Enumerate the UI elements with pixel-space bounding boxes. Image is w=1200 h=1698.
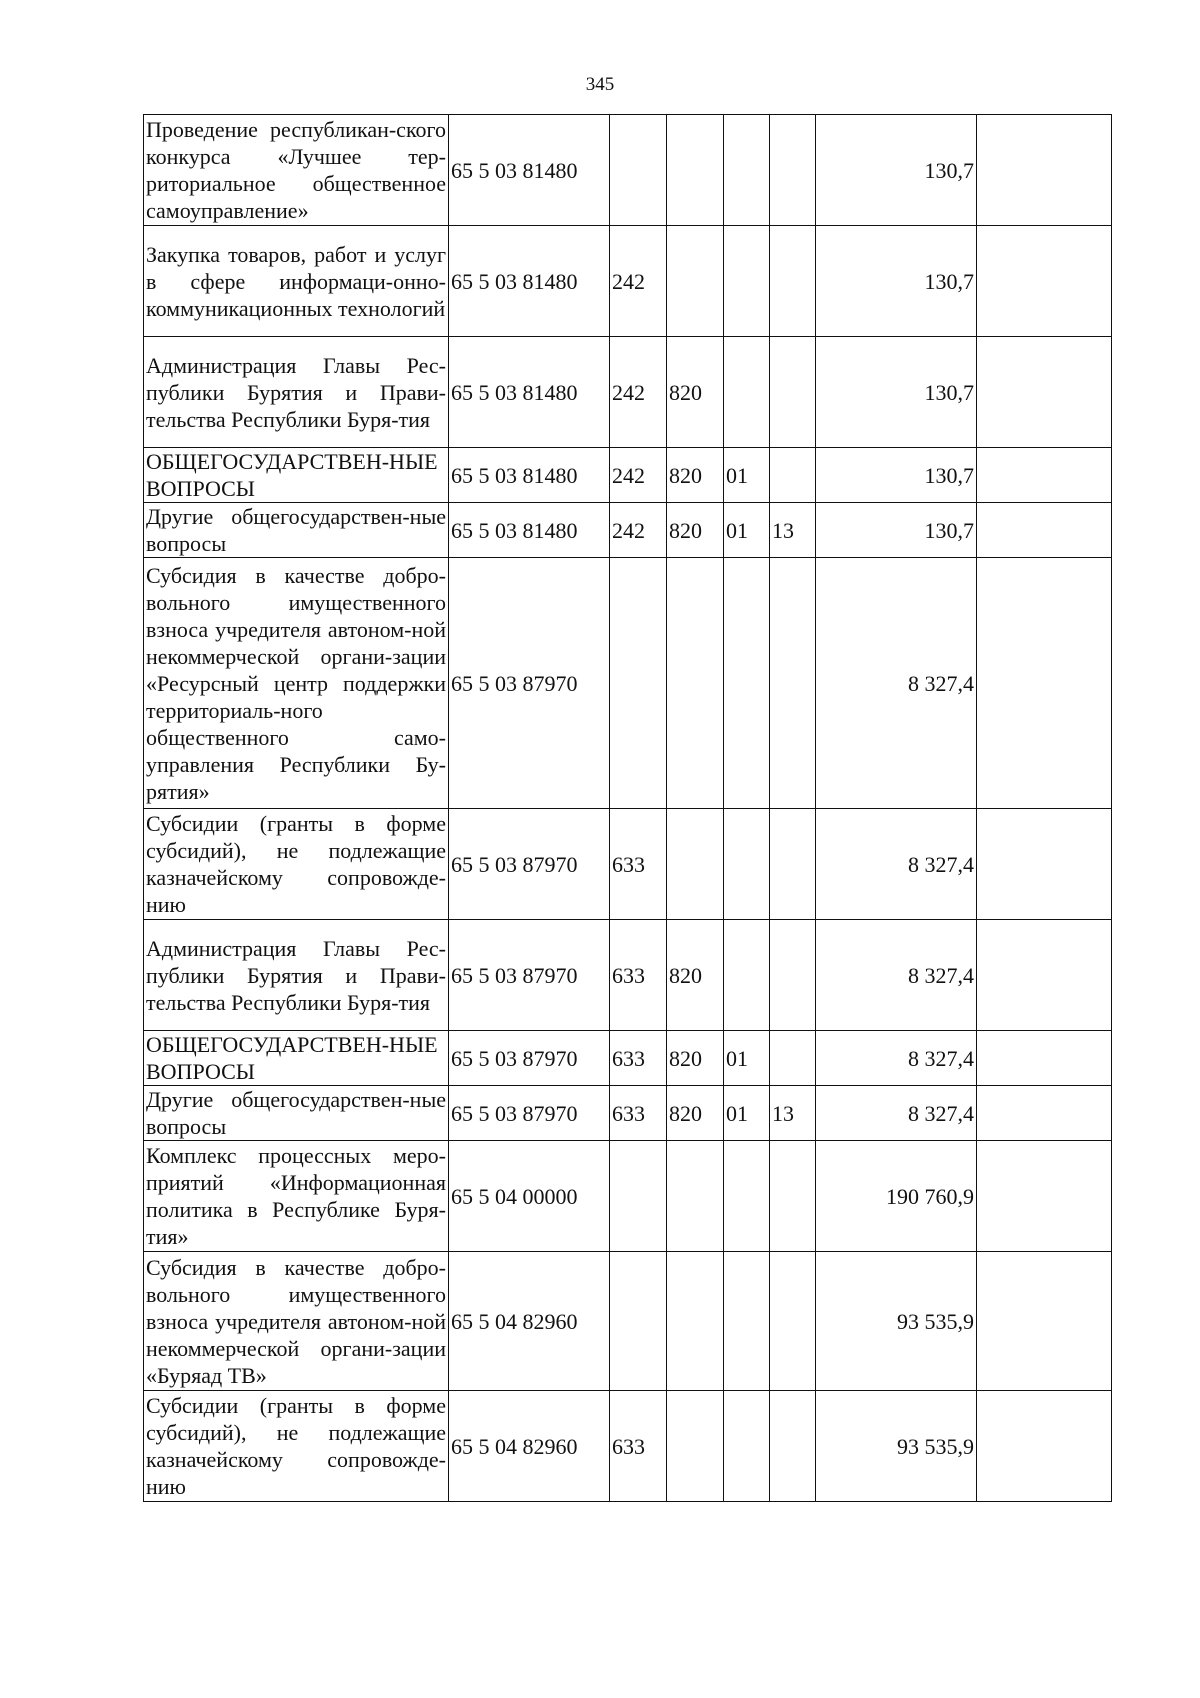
row-expense-type: 242 [610,337,667,448]
row-admin-code [667,115,724,226]
row-extra [977,920,1112,1031]
row-sum: 130,7 [816,337,977,448]
table-row [144,1252,1112,1391]
row-extra [977,1252,1112,1391]
row-subsection [770,448,816,503]
row-subsection [770,558,816,809]
row-sum: 8 327,4 [816,1086,977,1141]
row-sum: 8 327,4 [816,1031,977,1086]
row-expense-type: 242 [610,503,667,558]
row-expense-type: 633 [610,809,667,920]
row-admin-code [667,809,724,920]
row-expense-type [610,115,667,226]
row-expense-type: 242 [610,226,667,337]
row-name: Другие общегосударствен-ные вопросы [144,1086,449,1141]
row-target-code: 65 5 03 87970 [449,1086,610,1141]
table-row [144,337,1112,448]
row-subsection [770,809,816,920]
row-admin-code [667,226,724,337]
row-extra [977,1086,1112,1141]
table-row [144,920,1112,1031]
row-expense-type: 633 [610,1391,667,1502]
row-section [724,1252,770,1391]
row-expense-type: 633 [610,1086,667,1141]
row-admin-code: 820 [667,337,724,448]
row-extra [977,1031,1112,1086]
row-extra [977,448,1112,503]
row-sum: 130,7 [816,503,977,558]
row-extra [977,1391,1112,1502]
row-target-code: 65 5 03 81480 [449,337,610,448]
table-row [144,503,1112,558]
row-admin-code: 820 [667,448,724,503]
row-expense-type: 242 [610,448,667,503]
row-name: Субсидии (гранты в форме субсидий), не подлежащие казначейскому сопровожде-нию [144,1391,449,1502]
row-sum: 8 327,4 [816,809,977,920]
page-number: 345 [585,74,615,95]
row-subsection [770,1031,816,1086]
row-extra [977,226,1112,337]
row-section: 01 [724,1031,770,1086]
table-row [144,809,1112,920]
row-subsection [770,1252,816,1391]
table-row [144,1141,1112,1252]
row-target-code: 65 5 04 82960 [449,1391,610,1502]
row-name: ОБЩЕГОСУДАРСТВЕН-НЫЕ ВОПРОСЫ [144,1031,449,1086]
row-name: Закупка товаров, работ и услуг в сфере информаци-онно-коммуникационных технологий [144,226,449,337]
row-admin-code: 820 [667,503,724,558]
table-row [144,115,1112,226]
row-admin-code: 820 [667,920,724,1031]
row-admin-code [667,1391,724,1502]
row-name: Администрация Главы Рес-публики Бурятия и Прави-тельства Республики Буря-тия [144,337,449,448]
table-row [144,558,1112,809]
row-section [724,337,770,448]
row-target-code: 65 5 04 82960 [449,1252,610,1391]
table-row [144,1031,1112,1086]
row-expense-type [610,558,667,809]
table-row [144,1391,1112,1502]
row-name: Комплекс процессных меро-приятий «Информационная политика в Республике Буря-тия» [144,1141,449,1252]
row-subsection [770,115,816,226]
row-extra [977,115,1112,226]
row-section: 01 [724,1086,770,1141]
row-section [724,115,770,226]
row-admin-code: 820 [667,1031,724,1086]
row-subsection [770,920,816,1031]
row-section [724,809,770,920]
row-sum: 93 535,9 [816,1252,977,1391]
row-subsection: 13 [770,1086,816,1141]
row-section [724,1391,770,1502]
row-expense-type [610,1252,667,1391]
table-row [144,1086,1112,1141]
row-section [724,558,770,809]
row-admin-code [667,1141,724,1252]
row-admin-code: 820 [667,1086,724,1141]
table-row [144,226,1112,337]
row-target-code: 65 5 03 87970 [449,920,610,1031]
row-subsection: 13 [770,503,816,558]
row-name: Проведение республикан-ского конкурса «Лучшее тер-риториальное общественное самоуправление» [144,115,449,226]
row-extra [977,337,1112,448]
row-admin-code [667,558,724,809]
row-subsection [770,226,816,337]
row-section [724,226,770,337]
row-name: ОБЩЕГОСУДАРСТВЕН-НЫЕ ВОПРОСЫ [144,448,449,503]
row-expense-type: 633 [610,920,667,1031]
row-expense-type: 633 [610,1031,667,1086]
row-extra [977,1141,1112,1252]
row-sum: 130,7 [816,115,977,226]
row-subsection [770,1141,816,1252]
row-sum: 8 327,4 [816,920,977,1031]
row-name: Субсидия в качестве добро-вольного имущественного взноса учредителя автоном-ной некоммерческой органи-зации «Ресурсный центр поддержки территориаль-ного общественного само-управления Республики Бу-рятия» [144,558,449,809]
row-target-code: 65 5 03 87970 [449,1031,610,1086]
row-section [724,920,770,1031]
row-name: Субсидии (гранты в форме субсидий), не подлежащие казначейскому сопровожде-нию [144,809,449,920]
row-name: Другие общегосударствен-ные вопросы [144,503,449,558]
row-sum: 190 760,9 [816,1141,977,1252]
row-target-code: 65 5 03 81480 [449,448,610,503]
budget-table [143,114,1112,1502]
row-target-code: 65 5 03 81480 [449,226,610,337]
row-section: 01 [724,448,770,503]
row-target-code: 65 5 03 81480 [449,503,610,558]
row-name: Администрация Главы Рес-публики Бурятия и Прави-тельства Республики Буря-тия [144,920,449,1031]
row-name: Субсидия в качестве добро-вольного имущественного взноса учредителя автоном-ной некоммерческой органи-зации «Буряад ТВ» [144,1252,449,1391]
row-extra [977,558,1112,809]
row-subsection [770,337,816,448]
row-admin-code [667,1252,724,1391]
row-target-code: 65 5 03 81480 [449,115,610,226]
row-extra [977,809,1112,920]
row-section: 01 [724,503,770,558]
row-sum: 130,7 [816,226,977,337]
row-extra [977,503,1112,558]
row-sum: 8 327,4 [816,558,977,809]
row-sum: 93 535,9 [816,1391,977,1502]
row-target-code: 65 5 03 87970 [449,809,610,920]
row-section [724,1141,770,1252]
row-sum: 130,7 [816,448,977,503]
row-target-code: 65 5 03 87970 [449,558,610,809]
row-subsection [770,1391,816,1502]
row-target-code: 65 5 04 00000 [449,1141,610,1252]
row-expense-type [610,1141,667,1252]
table-row [144,448,1112,503]
